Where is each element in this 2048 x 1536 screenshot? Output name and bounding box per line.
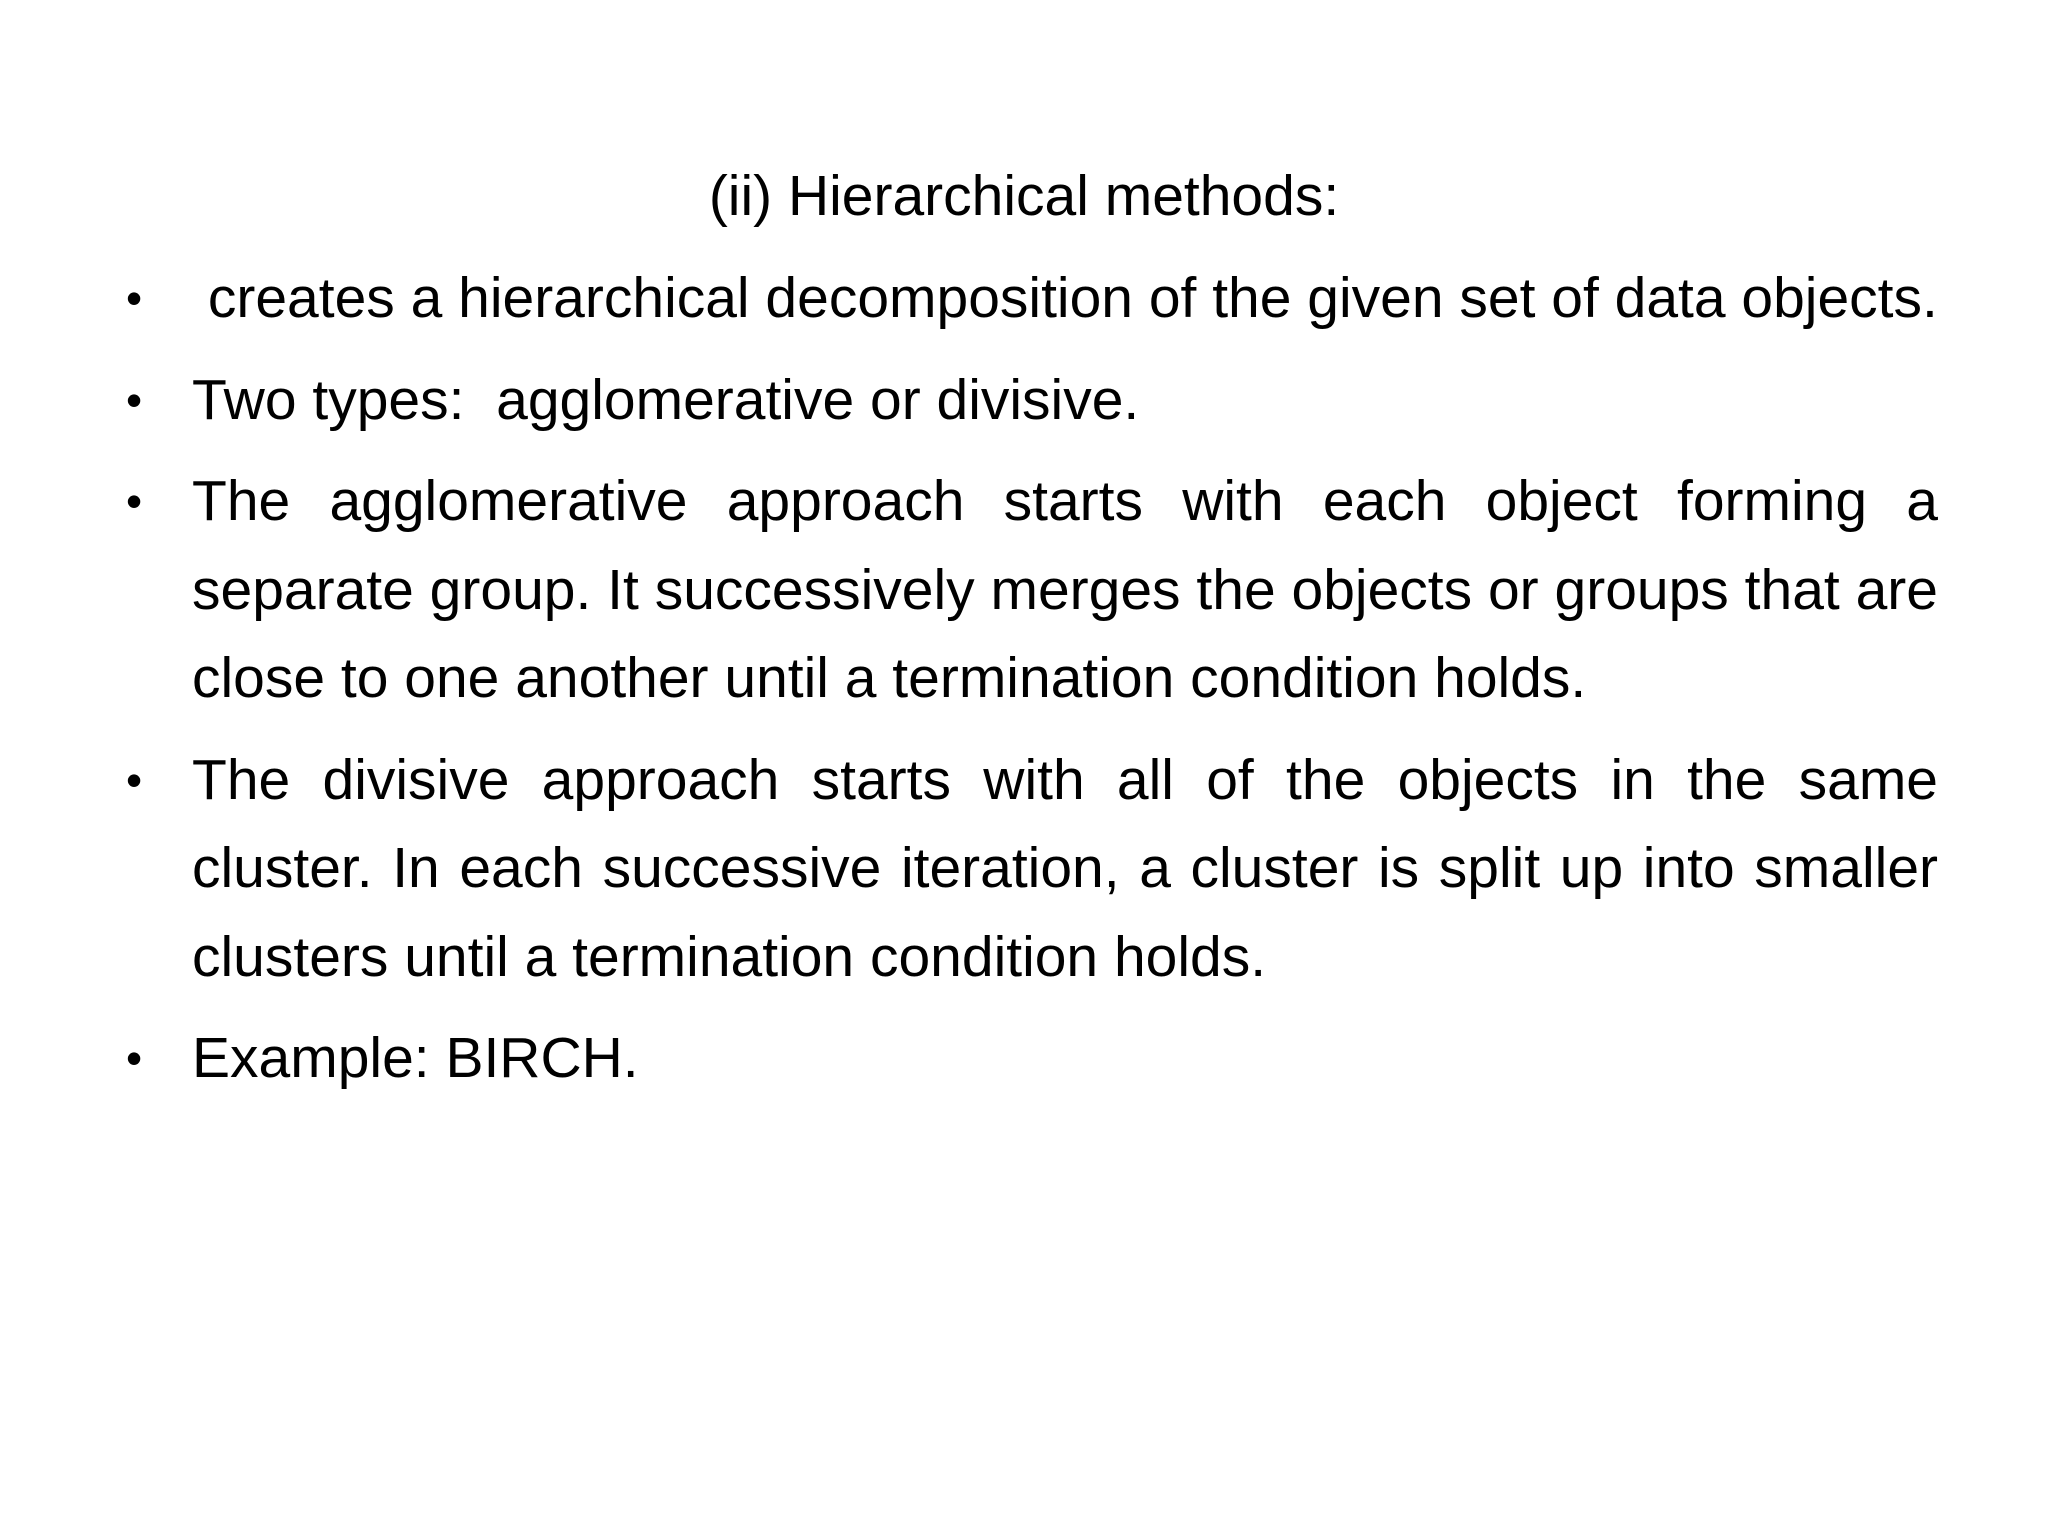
bullet-icon: • [126, 475, 143, 527]
bullet-text: creates a hierarchical decomposition of the given set of data objects. [192, 266, 1938, 330]
bullet-item-agglomerative [118, 457, 1938, 723]
bullet-text: Two types: agglomerative or divisive. [192, 367, 1140, 432]
bullet-item-example [118, 1014, 1938, 1103]
bullet-text: The agglomerative approach starts with each object forming a separate group. It successively merges the objects or groups that are close to one another until a termination condition holds. [192, 469, 1938, 710]
bullet-text: The divisive approach starts with all of the objects in the same cluster. In each successive iteration, a cluster is split up into smaller clusters until a termination condition holds. [192, 747, 1938, 989]
bullet-item-divisive [118, 736, 1938, 1002]
bullet-list [118, 254, 1938, 1116]
bullet-icon: • [126, 753, 143, 806]
slide-title: (ii) Hierarchical methods: [708, 164, 1340, 228]
bullet-icon: • [126, 373, 143, 426]
bullet-item-two-types [118, 356, 1938, 445]
bullet-icon: • [126, 272, 143, 324]
bullet-icon: • [126, 1032, 143, 1084]
bullet-text: Example: BIRCH. [192, 1026, 639, 1090]
bullet-item-decomposition [118, 254, 1938, 343]
